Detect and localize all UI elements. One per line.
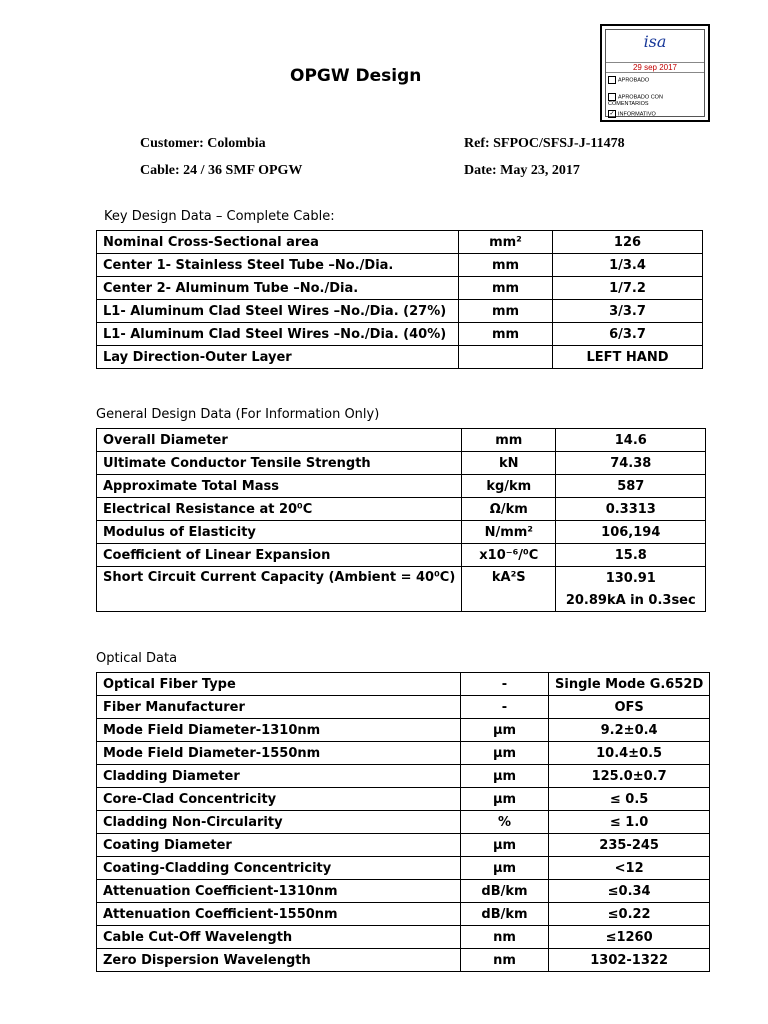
cell-label: Coating-Cladding Concentricity bbox=[97, 857, 461, 880]
table-row bbox=[97, 346, 703, 369]
table-row bbox=[97, 254, 703, 277]
stamp-frame bbox=[605, 29, 705, 117]
cell-value: LEFT HAND bbox=[553, 346, 703, 369]
cell-label: Cladding Non-Circularity bbox=[97, 811, 461, 834]
cell-label: Overall Diameter bbox=[97, 429, 462, 452]
cell-value: <12 bbox=[549, 857, 710, 880]
cell-unit: Ω/km bbox=[462, 498, 556, 521]
cell-label: Electrical Resistance at 20⁰C bbox=[97, 498, 462, 521]
approval-stamp bbox=[600, 24, 710, 122]
cell-unit: x10⁻⁶/⁰C bbox=[462, 544, 556, 567]
cell-unit: mm bbox=[459, 254, 553, 277]
cell-unit: dB/km bbox=[461, 880, 549, 903]
date-line: Date: May 23, 2017 bbox=[464, 163, 580, 178]
table-row bbox=[97, 498, 706, 521]
reference-line: Ref: SFPOC/SFSJ-J-11478 bbox=[464, 136, 625, 151]
cell-label: Ultimate Conductor Tensile Strength bbox=[97, 452, 462, 475]
cell-label: L1- Aluminum Clad Steel Wires –No./Dia. (27%) bbox=[97, 300, 459, 323]
table-row bbox=[97, 857, 710, 880]
table-row bbox=[97, 811, 710, 834]
cell-unit: μm bbox=[461, 719, 549, 742]
cell-label: Short Circuit Current Capacity (Ambient = 40⁰C) bbox=[97, 567, 462, 612]
table-row bbox=[97, 834, 710, 857]
cell-unit: mm bbox=[459, 300, 553, 323]
cell-unit: nm bbox=[461, 926, 549, 949]
table-row bbox=[97, 719, 710, 742]
cell-label: L1- Aluminum Clad Steel Wires –No./Dia. (40%) bbox=[97, 323, 459, 346]
table-row bbox=[97, 544, 706, 567]
cell-label: Zero Dispersion Wavelength bbox=[97, 949, 461, 972]
key-design-heading: Key Design Data – Complete Cable: bbox=[104, 209, 335, 224]
cell-unit: μm bbox=[461, 742, 549, 765]
cell-value: 0.3313 bbox=[556, 498, 706, 521]
cell-label: Lay Direction-Outer Layer bbox=[97, 346, 459, 369]
cell-label: Optical Fiber Type bbox=[97, 673, 461, 696]
cell-unit: μm bbox=[461, 857, 549, 880]
general-design-table bbox=[96, 428, 706, 612]
cell-label: Center 1- Stainless Steel Tube –No./Dia. bbox=[97, 254, 459, 277]
cell-value: ≤ 1.0 bbox=[549, 811, 710, 834]
key-design-table bbox=[96, 230, 703, 369]
cell-unit bbox=[459, 346, 553, 369]
cell-unit: nm bbox=[461, 949, 549, 972]
cell-label: Cable Cut-Off Wavelength bbox=[97, 926, 461, 949]
optical-heading: Optical Data bbox=[96, 651, 178, 666]
table-row bbox=[97, 429, 706, 452]
cell-unit: mm bbox=[462, 429, 556, 452]
cell-value: 125.0±0.7 bbox=[549, 765, 710, 788]
table-row bbox=[97, 673, 710, 696]
checkbox-icon bbox=[608, 76, 616, 84]
cell-label: Mode Field Diameter-1550nm bbox=[97, 742, 461, 765]
table-row bbox=[97, 926, 710, 949]
table-row bbox=[97, 949, 710, 972]
cell-value: 1/7.2 bbox=[553, 277, 703, 300]
table-row bbox=[97, 742, 710, 765]
table-row bbox=[97, 567, 706, 590]
cell-value: 1/3.4 bbox=[553, 254, 703, 277]
isa-logo: isa bbox=[643, 32, 667, 51]
table-row bbox=[97, 903, 710, 926]
stamp-option-informativo: ✓ INFORMATIVO bbox=[609, 111, 656, 118]
cell-unit: kA²S bbox=[462, 567, 556, 612]
table-row bbox=[97, 277, 703, 300]
cell-value: Single Mode G.652D bbox=[549, 673, 710, 696]
cell-value: ≤ 0.5 bbox=[549, 788, 710, 811]
cell-unit: dB/km bbox=[461, 903, 549, 926]
table-row bbox=[97, 765, 710, 788]
cell-unit: - bbox=[461, 696, 549, 719]
table-row bbox=[97, 880, 710, 903]
cell-value: OFS bbox=[549, 696, 710, 719]
cell-label: Mode Field Diameter-1310nm bbox=[97, 719, 461, 742]
customer-line: Customer: Colombia bbox=[140, 136, 266, 151]
cell-label: Modulus of Elasticity bbox=[97, 521, 462, 544]
table-row bbox=[97, 452, 706, 475]
cell-value: ≤1260 bbox=[549, 926, 710, 949]
cell-label: Approximate Total Mass bbox=[97, 475, 462, 498]
cell-unit: mm bbox=[459, 277, 553, 300]
general-design-heading: General Design Data (For Information Only) bbox=[96, 407, 380, 422]
cell-value: 1302-1322 bbox=[549, 949, 710, 972]
cell-label: Attenuation Coefficient-1310nm bbox=[97, 880, 461, 903]
cell-unit: μm bbox=[461, 765, 549, 788]
cell-value: 6/3.7 bbox=[553, 323, 703, 346]
cell-unit: μm bbox=[461, 834, 549, 857]
cell-value: 126 bbox=[553, 231, 703, 254]
cell-label: Coating Diameter bbox=[97, 834, 461, 857]
cell-unit: kN bbox=[462, 452, 556, 475]
cell-value: 15.8 bbox=[556, 544, 706, 567]
stamp-date: 29 sep 2017 bbox=[606, 62, 704, 73]
page-title: OPGW Design bbox=[290, 66, 422, 86]
table-row bbox=[97, 323, 703, 346]
cell-unit: kg/km bbox=[462, 475, 556, 498]
checkbox-checked-icon: ✓ bbox=[609, 111, 615, 117]
cell-value: 130.91 bbox=[556, 567, 706, 590]
cell-label: Nominal Cross-Sectional area bbox=[97, 231, 459, 254]
cell-label: Attenuation Coefficient-1550nm bbox=[97, 903, 461, 926]
stamp-option-aprobado: APROBADO bbox=[608, 76, 649, 84]
cell-value: 106,194 bbox=[556, 521, 706, 544]
cell-unit: % bbox=[461, 811, 549, 834]
cell-value: 587 bbox=[556, 475, 706, 498]
table-row bbox=[97, 521, 706, 544]
cell-value: 10.4±0.5 bbox=[549, 742, 710, 765]
cell-unit: - bbox=[461, 673, 549, 696]
checkbox-icon bbox=[608, 93, 616, 101]
cell-value: 9.2±0.4 bbox=[549, 719, 710, 742]
cell-unit: mm² bbox=[459, 231, 553, 254]
cell-label: Center 2- Aluminum Tube –No./Dia. bbox=[97, 277, 459, 300]
cell-value: 74.38 bbox=[556, 452, 706, 475]
optical-table bbox=[96, 672, 710, 972]
table-row bbox=[97, 475, 706, 498]
table-row bbox=[97, 788, 710, 811]
cell-value: ≤0.34 bbox=[549, 880, 710, 903]
cell-label: Core-Clad Concentricity bbox=[97, 788, 461, 811]
table-row bbox=[97, 231, 703, 254]
cell-label: Fiber Manufacturer bbox=[97, 696, 461, 719]
table-row bbox=[97, 696, 710, 719]
cell-label: Cladding Diameter bbox=[97, 765, 461, 788]
cell-label: Coefficient of Linear Expansion bbox=[97, 544, 462, 567]
cell-unit: μm bbox=[461, 788, 549, 811]
cell-value-secondary: 20.89kA in 0.3sec bbox=[556, 589, 706, 612]
table-row bbox=[97, 300, 703, 323]
cell-value: 14.6 bbox=[556, 429, 706, 452]
cell-unit: mm bbox=[459, 323, 553, 346]
cell-value: 235-245 bbox=[549, 834, 710, 857]
cell-value: ≤0.22 bbox=[549, 903, 710, 926]
cell-value: 3/3.7 bbox=[553, 300, 703, 323]
stamp-option-aprobado-con-comentarios: APROBADO CON COMENTARIOS bbox=[608, 94, 663, 107]
cable-line: Cable: 24 / 36 SMF OPGW bbox=[140, 163, 303, 178]
cell-unit: N/mm² bbox=[462, 521, 556, 544]
